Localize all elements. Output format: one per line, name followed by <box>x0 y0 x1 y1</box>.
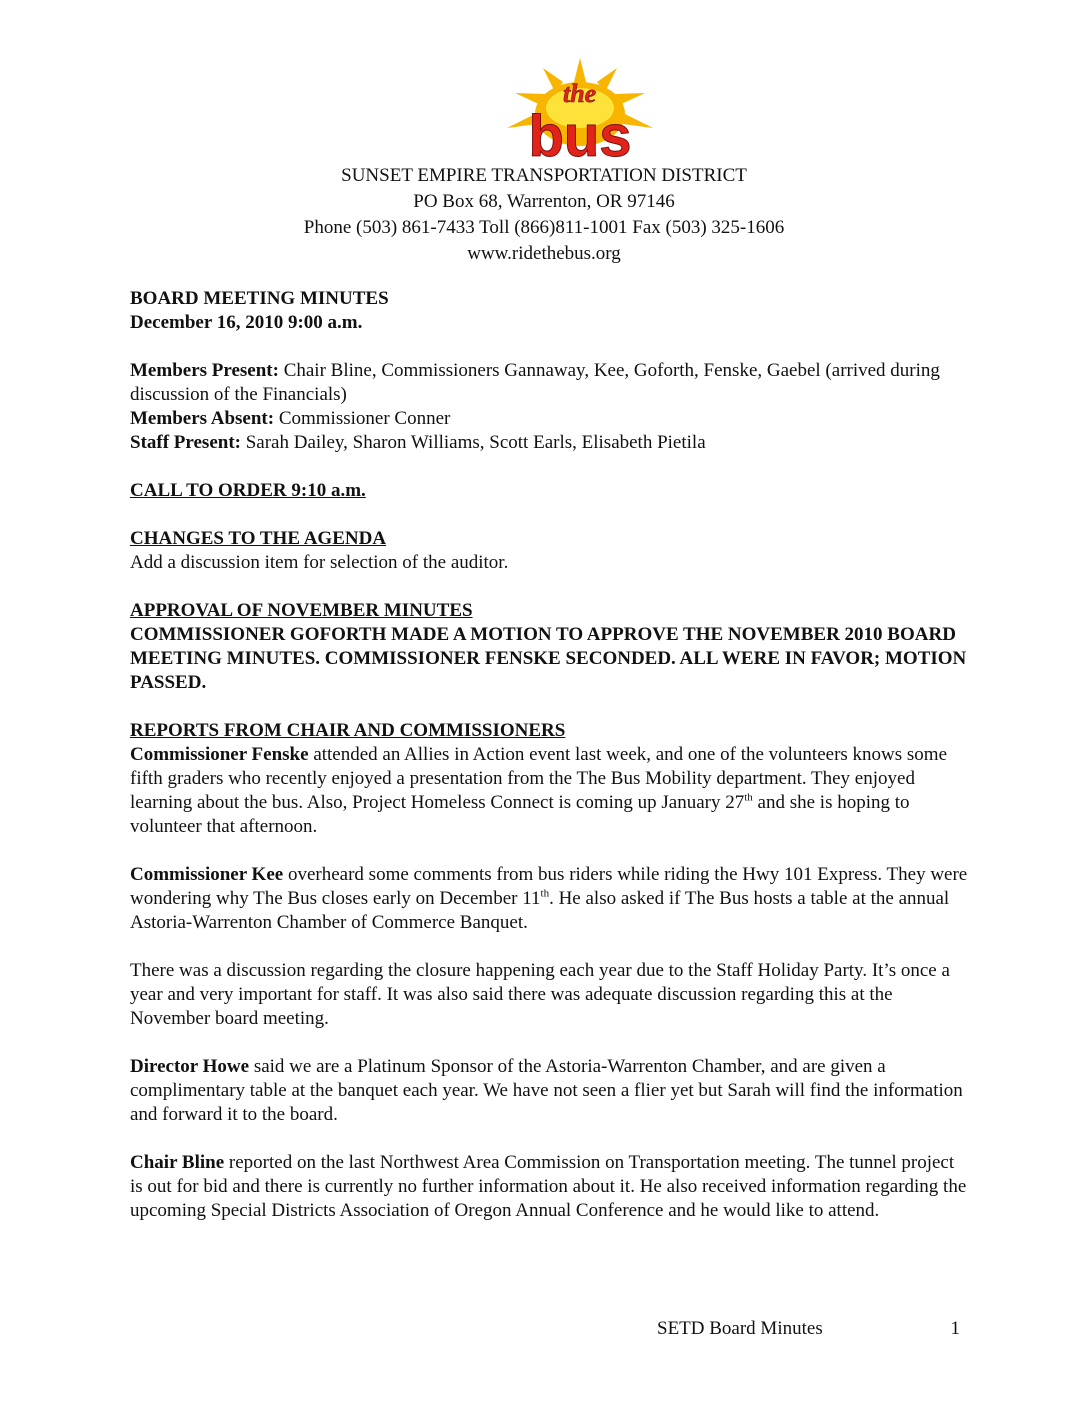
document-title: BOARD MEETING MINUTES <box>130 288 389 309</box>
report-howe-name: Director Howe <box>130 1056 250 1077</box>
staff-present <box>130 431 970 455</box>
report-fenske-sup: th <box>744 791 753 804</box>
org-website: www.ridethebus.org <box>467 243 621 264</box>
reports-section <box>130 719 970 1223</box>
org-name: SUNSET EMPIRE TRANSPORTATION DISTRICT <box>341 165 747 186</box>
title-block <box>130 287 970 335</box>
members-present-text: Chair Bline, Commissioners Gannaway, Kee, Goforth, Fenske, Gaebel (arrived during discussion of the Financials) <box>130 360 940 405</box>
call-to-order-heading: CALL TO ORDER 9:10 a.m. <box>130 480 366 501</box>
report-fenske-name: Commissioner Fenske <box>130 744 309 765</box>
report-kee <box>130 863 970 935</box>
report-kee-text-b: . He also asked if The Bus hosts a table at the annual Astoria-Warrenton Chamber of Commerce Banquet. <box>130 888 950 933</box>
staff-present-label: Staff Present: <box>130 432 241 453</box>
report-bline-text: reported on the last Northwest Area Commission on Transportation meeting. The tunnel project is out for bid and there is currently no further information about it. He also received information regarding the upcoming Special Districts Association of Oregon Annual Conference and he would like to attend. <box>130 1152 967 1221</box>
members-present <box>130 359 970 407</box>
report-howe <box>130 1055 970 1127</box>
members-absent-label: Members Absent: <box>130 408 275 429</box>
report-kee-sup: th <box>540 887 550 900</box>
logo-small-text: the <box>563 79 597 108</box>
meeting-datetime: December 16, 2010 9:00 a.m. <box>130 312 363 333</box>
letterhead <box>0 163 1088 267</box>
report-howe-text: said we are a Platinum Sponsor of the Astoria-Warrenton Chamber, and are given a complimentary table at the banquet each year. We have not seen a flier yet but Sarah will find the information and forward it to the board. <box>130 1056 963 1125</box>
approval-motion: COMMISSIONER GOFORTH MADE A MOTION TO APPROVE THE NOVEMBER 2010 BOARD MEETING MINUTES. COMMISSIONER FENSKE SECONDED. ALL WERE IN FAVOR; MOTION PASSED. <box>130 624 967 693</box>
page-footer <box>657 1317 960 1341</box>
report-fenske <box>130 743 970 839</box>
report-fenske-text-a: attended an Allies in Action event last week, and one of the volunteers knows some fifth graders who recently enjoyed a presentation from the The Bus Mobility department. They enjoyed learning about the bus. Also, Project Homeless Connect is coming up January 27 <box>130 744 948 813</box>
footer-label: SETD Board Minutes <box>657 1318 823 1339</box>
approval-section <box>130 599 970 695</box>
minutes-body <box>130 287 970 1223</box>
org-phones: Phone (503) 861-7433 Toll (866)811-1001 Fax (503) 325-1606 <box>303 217 785 238</box>
report-fenske-text-b: and she is hoping to volunteer that afternoon. <box>130 792 910 837</box>
reports-heading: REPORTS FROM CHAIR AND COMMISSIONERS <box>130 720 566 741</box>
attendance <box>130 359 970 455</box>
agenda-section <box>130 527 970 575</box>
org-address: PO Box 68, Warrenton, OR 97146 <box>413 191 675 212</box>
members-absent <box>130 407 970 431</box>
report-discussion: There was a discussion regarding the closure happening each year due to the Staff Holiday Party. It’s once a year and very important for staff. It was also said there was adequate discussion regarding this at the November board meeting. <box>130 960 950 1029</box>
the-bus-logo <box>505 58 655 168</box>
staff-present-text: Sarah Dailey, Sharon Williams, Scott Earls, Elisabeth Pietila <box>240 432 706 453</box>
members-present-label: Members Present: <box>130 360 279 381</box>
logo-big-text: bus <box>528 104 632 168</box>
page-number: 1 <box>950 1318 960 1339</box>
members-absent-text: Commissioner Conner <box>274 408 451 429</box>
report-kee-text-a: overheard some comments from bus riders while riding the Hwy 101 Express. They were wondering why The Bus closes early on December 11 <box>130 864 968 909</box>
agenda-heading: CHANGES TO THE AGENDA <box>130 528 387 549</box>
report-bline-name: Chair Bline <box>130 1152 225 1173</box>
sun-logo-icon <box>505 58 655 168</box>
approval-heading: APPROVAL OF NOVEMBER MINUTES <box>130 600 473 621</box>
report-kee-name: Commissioner Kee <box>130 864 284 885</box>
agenda-text: Add a discussion item for selection of the auditor. <box>130 552 509 573</box>
report-bline <box>130 1151 970 1223</box>
